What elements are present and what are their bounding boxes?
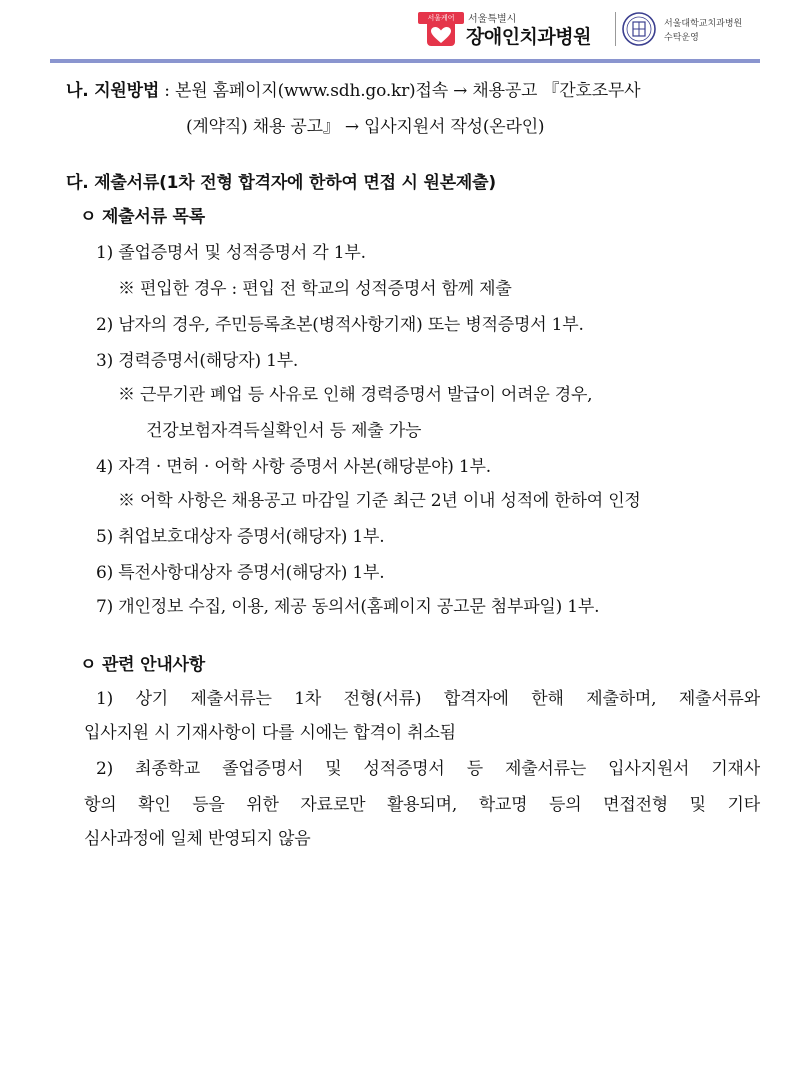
notice-line: 심사과정에 일체 반영되지 않음 bbox=[84, 829, 311, 849]
notice-line: 2) 최종학교 졸업증명서 및 성적증명서 등 제출서류는 입사지원서 기재사 bbox=[96, 759, 760, 779]
page-header bbox=[0, 0, 796, 60]
city-label: 서울특별시 bbox=[468, 14, 517, 25]
notice-line: 항의 확인 등을 위한 자료로만 활용되며, 학교명 등의 면접전형 및 기타 bbox=[84, 795, 760, 815]
document-note-continued: 건강보험자격득실확인서 등 제출 가능 bbox=[146, 421, 422, 441]
document-note: ※ 편입한 경우 : 편입 전 학교의 성적증명서 함께 제출 bbox=[118, 279, 512, 299]
document-item: 6) 특전사항대상자 증명서(해당자) 1부. bbox=[96, 563, 385, 583]
hospital-name: 장애인치과병원 bbox=[466, 26, 591, 48]
header-divider bbox=[615, 12, 616, 46]
document-item: 5) 취업보호대상자 증명서(해당자) 1부. bbox=[96, 527, 385, 547]
seoul-care-logo bbox=[418, 12, 464, 44]
document-item: 4) 자격 · 면허 · 어학 사항 증명서 사본(해당분야) 1부. bbox=[96, 457, 491, 477]
document-item: 2) 남자의 경우, 주민등록초본(병적사항기재) 또는 병적증명서 1부. bbox=[96, 315, 584, 335]
heart-icon bbox=[427, 24, 455, 46]
document-item: 3) 경력증명서(해당자) 1부. bbox=[96, 351, 299, 371]
university-seal-icon bbox=[622, 12, 656, 46]
notice-heading: ㅇ 관련 안내사항 bbox=[80, 655, 205, 675]
notice-line: 1) 상기 제출서류는 1차 전형(서류) 합격자에 한해 제출하며, 제출서류와 bbox=[96, 689, 760, 709]
document-item: 1) 졸업증명서 및 성적증명서 각 1부. bbox=[96, 243, 366, 263]
notice-line: 입사지원 시 기재사항이 다를 시에는 합격이 취소됨 bbox=[84, 723, 456, 743]
document-note: ※ 어학 사항은 채용공고 마감일 기준 최근 2년 이내 성적에 한하여 인정 bbox=[118, 491, 641, 511]
university-subtitle: 수탁운영 bbox=[664, 33, 699, 43]
documents-list-heading: ㅇ 제출서류 목록 bbox=[80, 207, 205, 227]
section-na-line1 bbox=[66, 80, 760, 102]
document-note: ※ 근무기관 폐업 등 사유로 인해 경력증명서 발급이 어려운 경우, bbox=[118, 385, 593, 405]
document-item: 7) 개인정보 수집, 이용, 제공 동의서(홈페이지 공고문 첨부파일) 1부. bbox=[96, 597, 600, 617]
section-da-heading: 다. 제출서류(1차 전형 합격자에 한하여 면접 시 원본제출) bbox=[66, 173, 496, 193]
section-na-line2: (계약직) 채용 공고』 → 입사지원서 작성(온라인) bbox=[186, 117, 545, 137]
header-rule bbox=[50, 59, 760, 63]
logo-tag: 서울케어 bbox=[418, 12, 464, 24]
university-name: 서울대학교치과병원 bbox=[664, 19, 743, 29]
section-na-heading: 나. 지원방법 bbox=[66, 81, 160, 101]
section-na-text1: : 본원 홈페이지(www.sdh.go.kr)접속 → 채용공고 『간호조무사 bbox=[159, 81, 641, 101]
